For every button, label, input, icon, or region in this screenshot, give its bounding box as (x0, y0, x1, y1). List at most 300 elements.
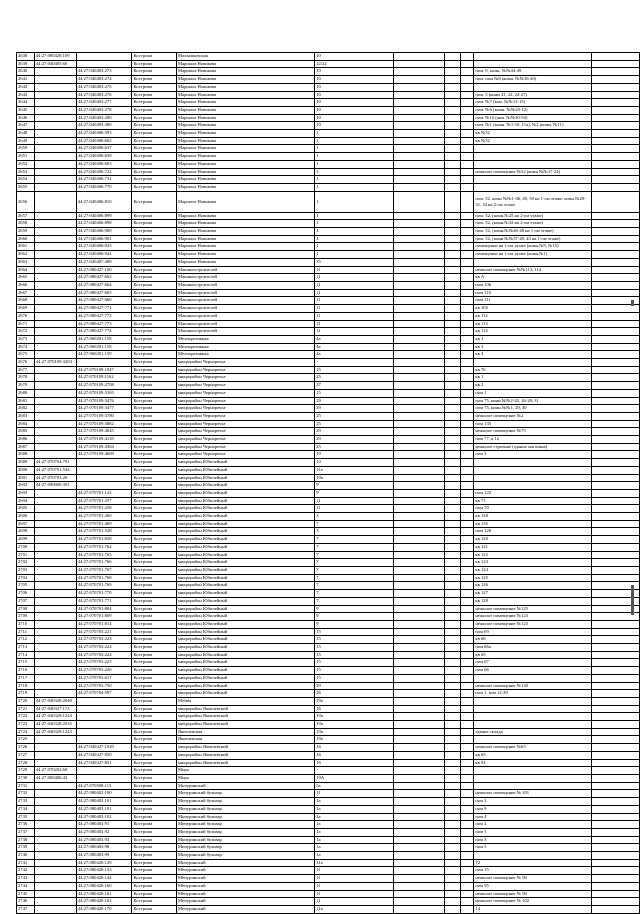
cell-col-7 (444, 266, 460, 274)
cell-cadastral-number: 44:27:070701:804 (76, 605, 132, 613)
cell-cadastral-number: 44:27:070701:258 (76, 505, 132, 513)
cell-premises: пом. №7 (ком. №№13-15) (474, 99, 591, 107)
cell-col-7 (444, 667, 460, 675)
cell-col-8 (460, 405, 474, 413)
cell-blank (591, 289, 639, 297)
cell-cadastral-number: 44:27:040406:943 (76, 243, 132, 251)
cell-col-7 (444, 160, 460, 168)
cell-street: микрорайон Яковлевский (177, 744, 315, 752)
cell-blank (591, 667, 639, 675)
cell-street: Яковлевская (177, 728, 315, 736)
cell-col-7 (444, 212, 460, 220)
cell-cadastral-number: 44:27:080403:99 (76, 852, 132, 860)
table-row (17, 867, 640, 875)
cell-cadastral-number: 44:27:070701:122 (76, 489, 132, 497)
cell-street: микрорайон Яковлевский (177, 713, 315, 721)
cell-col-7 (444, 736, 460, 744)
cell-premises: нежилое строение (здание магазина) (474, 443, 591, 451)
cell-city: Кострома (132, 328, 177, 336)
cell-col-8 (460, 875, 474, 883)
cell-row-number: 2736 (17, 821, 35, 829)
cell-city: Кострома (132, 99, 177, 107)
cell-col-6 (393, 659, 444, 667)
cell-street: микрорайон Юбилейный (177, 605, 315, 613)
cell-row-number: 2703 (17, 567, 35, 575)
cell-house: 35 (315, 258, 394, 266)
cell-parent-cadastral-number (34, 312, 76, 320)
cell-col-8 (460, 343, 474, 351)
cell-col-8 (460, 767, 474, 775)
cell-cadastral-number: 44:27:040403:276 (76, 91, 132, 99)
cell-premises: пом 111 (474, 297, 591, 305)
cell-row-number: 2743 (17, 875, 35, 883)
cell-street: Маршала Новикова (177, 258, 315, 266)
cell-house: 1 (315, 251, 394, 259)
cell-col-7 (444, 76, 460, 84)
table-row (17, 382, 640, 390)
cell-premises: пом 75, комн.№№1, 29, 30 (474, 405, 591, 413)
cell-row-number: 2732 (17, 790, 35, 798)
cell-cadastral-number: 44:27:040406:663 (76, 160, 132, 168)
cell-row-number: 2731 (17, 782, 35, 790)
cell-city: Кострома (132, 821, 177, 829)
cell-house: 7 (315, 559, 394, 567)
cell-city: Кострома (132, 721, 177, 729)
cell-street: Машиностроителей (177, 320, 315, 328)
cell-city: Кострома (132, 312, 177, 320)
cell-row-number: 2665 (17, 274, 35, 282)
cell-blank (591, 898, 639, 906)
cell-blank (591, 674, 639, 682)
cell-cadastral-number: 44:27:060201:158 (76, 335, 132, 343)
cell-cadastral-number: 44:27:070701:809 (76, 613, 132, 621)
cell-col-7 (444, 274, 460, 282)
table-row (17, 420, 640, 428)
cell-col-8 (460, 620, 474, 628)
cell-house: 11 (315, 505, 394, 513)
cell-col-6 (393, 798, 444, 806)
cell-cadastral-number: 44:27:080420:161 (76, 890, 132, 898)
cell-col-7 (444, 582, 460, 590)
cell-blank (591, 153, 639, 161)
cell-parent-cadastral-number (34, 559, 76, 567)
table-row (17, 474, 640, 482)
cell-house: 7 (315, 582, 394, 590)
cell-col-8 (460, 859, 474, 867)
cell-blank (591, 176, 639, 184)
cell-row-number: 2728 (17, 759, 35, 767)
cell-city: Кострома (132, 305, 177, 313)
cell-city: Кострома (132, 852, 177, 860)
cell-col-8 (460, 682, 474, 690)
cell-house: 25 (315, 443, 394, 451)
cell-parent-cadastral-number (34, 690, 76, 698)
cell-city: Кострома (132, 828, 177, 836)
cell-city: Кострома (132, 459, 177, 467)
cell-parent-cadastral-number (34, 844, 76, 852)
cell-house: 29 (315, 428, 394, 436)
cell-premises: пом 135 (474, 420, 591, 428)
table-row (17, 890, 640, 898)
cell-col-7 (444, 551, 460, 559)
cell-street: Машиностроителей (177, 274, 315, 282)
cell-street: Маршала Новикова (177, 243, 315, 251)
table-row (17, 636, 640, 644)
cell-street: Маршала Новикова (177, 228, 315, 236)
cell-city: Кострома (132, 620, 177, 628)
cell-row-number: 2709 (17, 613, 35, 621)
cell-col-8 (460, 320, 474, 328)
cell-house: 19а (315, 697, 394, 705)
cell-city: Кострома (132, 168, 177, 176)
cell-street: микрорайон Юбилейный (177, 505, 315, 513)
cell-row-number: 2713 (17, 644, 35, 652)
cell-cadastral-number: 44:27:070508:113 (76, 782, 132, 790)
cell-col-7 (444, 628, 460, 636)
cell-row-number: 2716 (17, 667, 35, 675)
cell-street: Мичуринский бульвар (177, 805, 315, 813)
cell-row-number: 2659 (17, 228, 35, 236)
cell-blank (591, 497, 639, 505)
cell-row-number: 2734 (17, 805, 35, 813)
cell-premises: кв 124 (474, 567, 591, 575)
cell-parent-cadastral-number (34, 99, 76, 107)
cell-col-7 (444, 905, 460, 913)
cell-col-6 (393, 366, 444, 374)
cell-premises: пом 4 (474, 813, 591, 821)
cell-house: 10 (315, 106, 394, 114)
cell-col-7 (444, 91, 460, 99)
table-row (17, 274, 640, 282)
cell-blank (591, 99, 639, 107)
cell-col-6 (393, 890, 444, 898)
cell-house: 10 (315, 83, 394, 91)
cell-cadastral-number: 44:27:080403:102 (76, 813, 132, 821)
cell-city: Кострома (132, 790, 177, 798)
cell-city: Кострома (132, 659, 177, 667)
cell-cadastral-number: 44:27:040406:770 (76, 183, 132, 191)
cell-premises: кв 1 (474, 374, 591, 382)
cell-col-7 (444, 53, 460, 61)
cell-city: Кострома (132, 266, 177, 274)
cell-house: 16 (315, 705, 394, 713)
cell-row-number: 2741 (17, 859, 35, 867)
table-row (17, 828, 640, 836)
cell-city: Кострома (132, 76, 177, 84)
cell-col-7 (444, 636, 460, 644)
cell-col-6 (393, 682, 444, 690)
cell-parent-cadastral-number (34, 543, 76, 551)
cell-row-number: 2674 (17, 343, 35, 351)
cell-row-number: 2658 (17, 220, 35, 228)
cell-city: Кострома (132, 867, 177, 875)
cell-blank (591, 137, 639, 145)
cell-col-7 (444, 137, 460, 145)
cell-city: Кострома (132, 53, 177, 61)
cell-col-6 (393, 790, 444, 798)
cell-blank (591, 397, 639, 405)
cell-col-8 (460, 397, 474, 405)
cell-street: микрорайон Черноречье (177, 366, 315, 374)
cell-col-8 (460, 312, 474, 320)
cell-house: 9 (315, 605, 394, 613)
table-row (17, 243, 640, 251)
table-row (17, 183, 640, 191)
cell-house: 1а (315, 821, 394, 829)
cell-row-number: 2651 (17, 153, 35, 161)
cell-col-8 (460, 821, 474, 829)
cell-cadastral-number: 44:27:080427:100 (76, 266, 132, 274)
cell-col-6 (393, 574, 444, 582)
cell-blank (591, 836, 639, 844)
cell-cadastral-number: 44:27:080402:100 (76, 790, 132, 798)
cell-cadastral-number (76, 474, 132, 482)
cell-blank (591, 551, 639, 559)
cell-cadastral-number (76, 359, 132, 367)
cell-col-8 (460, 114, 474, 122)
cell-row-number: 2690 (17, 466, 35, 474)
cell-city: Кострома (132, 774, 177, 782)
cell-premises (474, 53, 591, 61)
table-row (17, 266, 640, 274)
cell-col-7 (444, 374, 460, 382)
cell-premises: нежилое помещение №123 (474, 613, 591, 621)
cell-col-7 (444, 867, 460, 875)
cell-street: микрорайон Юбилейный (177, 466, 315, 474)
cell-street: Мичуринский (177, 875, 315, 883)
cell-col-8 (460, 436, 474, 444)
cell-cadastral-number: 44:27:060201:159 (76, 351, 132, 359)
cell-street: Мелиоративная (177, 351, 315, 359)
cell-city: Кострома (132, 551, 177, 559)
cell-blank (591, 420, 639, 428)
cell-cadastral-number: 44:27:070109:4045 (76, 428, 132, 436)
cell-premises (474, 721, 591, 729)
cell-col-8 (460, 528, 474, 536)
cell-col-6 (393, 543, 444, 551)
cell-city: Кострома (132, 882, 177, 890)
cell-cadastral-number: 44:27:070703:224 (76, 651, 132, 659)
cell-col-7 (444, 243, 460, 251)
cell-col-6 (393, 68, 444, 76)
cell-col-8 (460, 474, 474, 482)
cell-street: Мичуринский бульвар (177, 844, 315, 852)
cell-city: Кострома (132, 497, 177, 505)
cell-col-6 (393, 875, 444, 883)
cell-city: Кострома (132, 605, 177, 613)
cell-cadastral-number: 44:27:070704:597 (76, 690, 132, 698)
cell-col-6 (393, 351, 444, 359)
cell-street: Мичуринский бульвар (177, 828, 315, 836)
cell-cadastral-number (76, 721, 132, 729)
cell-col-8 (460, 513, 474, 521)
cell-col-8 (460, 613, 474, 621)
cell-blank (591, 68, 639, 76)
cell-street: микрорайон Юбилейный (177, 482, 315, 490)
cell-cadastral-number (76, 728, 132, 736)
cell-premises (474, 852, 591, 860)
cell-city: Кострома (132, 374, 177, 382)
cell-col-7 (444, 382, 460, 390)
cell-col-6 (393, 474, 444, 482)
cell-premises: нежилое помещение №130 (474, 682, 591, 690)
cell-house: 16 (315, 759, 394, 767)
cell-col-8 (460, 251, 474, 259)
cell-row-number: 2744 (17, 882, 35, 890)
cell-city: Кострома (132, 644, 177, 652)
cell-col-7 (444, 828, 460, 836)
cell-parent-cadastral-number: 44:27:040327:173 (34, 705, 76, 713)
cell-row-number: 2678 (17, 374, 35, 382)
cell-col-6 (393, 728, 444, 736)
cell-city: Кострома (132, 713, 177, 721)
cell-street: микрорайон Юбилейный (177, 613, 315, 621)
cell-street: Машиностроителей (177, 281, 315, 289)
cell-house: 16 (315, 751, 394, 759)
cell-premises: пом. №10 (ком. №№50-54) (474, 114, 591, 122)
cell-premises (474, 713, 591, 721)
cell-city: Кострома (132, 220, 177, 228)
cell-street: микрорайон Юбилейный (177, 667, 315, 675)
cell-house: 1 (315, 243, 394, 251)
cell-cadastral-number: 44:27:040406:722 (76, 168, 132, 176)
cell-row-number: 2689 (17, 459, 35, 467)
cell-cadastral-number (76, 482, 132, 490)
cell-cadastral-number: 44:27:070701:257 (76, 497, 132, 505)
cell-col-7 (444, 335, 460, 343)
table-row (17, 821, 640, 829)
cell-col-7 (444, 774, 460, 782)
cell-col-6 (393, 821, 444, 829)
cell-parent-cadastral-number: 44:27:040328:1244 (34, 713, 76, 721)
cell-col-8 (460, 389, 474, 397)
table-row (17, 451, 640, 459)
cell-street: Маршала Новикова (177, 220, 315, 228)
cell-col-8 (460, 836, 474, 844)
cell-row-number: 2675 (17, 351, 35, 359)
cell-premises: пом. 9, комн. №№44-49 (474, 68, 591, 76)
cell-cadastral-number: 44:27:080403:101 (76, 805, 132, 813)
cell-row-number: 2730 (17, 774, 35, 782)
cell-cadastral-number: 44:27:070701:764 (76, 543, 132, 551)
cell-street: Маршала Новикова (177, 160, 315, 168)
cell-blank (591, 867, 639, 875)
cell-cadastral-number: 44:27:070701:770 (76, 590, 132, 598)
cell-street: микрорайон Черноречье (177, 397, 315, 405)
cell-street: Мичуринский бульвар (177, 798, 315, 806)
cell-cadastral-number: 44:27:070701:767 (76, 567, 132, 575)
cell-street: микрорайон Юбилейный (177, 682, 315, 690)
cell-col-7 (444, 597, 460, 605)
cell-house: 16 (315, 744, 394, 752)
cell-blank (591, 520, 639, 528)
cell-street: Маршала Новикова (177, 191, 315, 212)
cell-city: Кострома (132, 114, 177, 122)
cell-blank (591, 466, 639, 474)
table-row (17, 774, 640, 782)
cell-row-number: 2700 (17, 543, 35, 551)
cell-house: 11 (315, 790, 394, 798)
cell-city: Кострома (132, 451, 177, 459)
cell-col-6 (393, 813, 444, 821)
table-row (17, 212, 640, 220)
cell-premises (474, 153, 591, 161)
cell-col-7 (444, 798, 460, 806)
cell-col-7 (444, 153, 460, 161)
cell-street: микрорайон Черноречье (177, 359, 315, 367)
cell-col-7 (444, 528, 460, 536)
cell-cadastral-number: 44:27:080403:93 (76, 836, 132, 844)
cell-blank (591, 374, 639, 382)
cell-parent-cadastral-number (34, 114, 76, 122)
cell-cadastral-number: 44:27:040406:810 (76, 191, 132, 212)
cell-col-7 (444, 228, 460, 236)
cell-house: 11а (315, 859, 394, 867)
cell-house: 1а (315, 798, 394, 806)
cell-blank (591, 821, 639, 829)
cell-house: 1 (315, 228, 394, 236)
cell-street: микрорайон Юбилейный (177, 567, 315, 575)
cell-col-7 (444, 821, 460, 829)
cell-col-8 (460, 605, 474, 613)
cell-col-8 (460, 106, 474, 114)
cell-street: микрорайон Черноречье (177, 374, 315, 382)
cell-premises: кв 68 (474, 636, 591, 644)
cell-parent-cadastral-number (34, 613, 76, 621)
cell-house: 1 (315, 160, 394, 168)
cell-col-8 (460, 351, 474, 359)
cell-city: Кострома (132, 153, 177, 161)
cell-col-7 (444, 420, 460, 428)
cell-parent-cadastral-number (34, 682, 76, 690)
cell-col-6 (393, 782, 444, 790)
cell-premises: пом 3 (474, 798, 591, 806)
cell-row-number: 2646 (17, 114, 35, 122)
cell-blank (591, 106, 639, 114)
cell-col-8 (460, 91, 474, 99)
cell-row-number: 2701 (17, 551, 35, 559)
cell-parent-cadastral-number: 44:27:070109:3203 (34, 359, 76, 367)
cell-city: Кострома (132, 590, 177, 598)
cell-cadastral-number: 44:27:040406:637 (76, 145, 132, 153)
cell-col-6 (393, 191, 444, 212)
cell-street: микрорайон Юбилейный (177, 459, 315, 467)
cell-city: Кострома (132, 559, 177, 567)
cell-col-8 (460, 359, 474, 367)
cell-row-number: 2645 (17, 106, 35, 114)
cell-col-7 (444, 790, 460, 798)
cell-street: Маршала Новикова (177, 153, 315, 161)
cell-premises: пом. 52, (комн.№25 на 2-ом этаже) (474, 212, 591, 220)
cell-col-6 (393, 582, 444, 590)
cell-house: 22/22 (315, 60, 394, 68)
table-row (17, 667, 640, 675)
cell-street: Мичуринский (177, 890, 315, 898)
cell-cadastral-number: 44:27:070703:225 (76, 659, 132, 667)
cell-blank (591, 320, 639, 328)
cell-col-7 (444, 482, 460, 490)
cell-cadastral-number: 44:27:040406:944 (76, 251, 132, 259)
cell-col-7 (444, 474, 460, 482)
cell-row-number: 2705 (17, 582, 35, 590)
cell-house: 1а (315, 836, 394, 844)
cell-cadastral-number: 44:27:080402:101 (76, 798, 132, 806)
cell-col-8 (460, 721, 474, 729)
cell-cadastral-number (76, 713, 132, 721)
cell-street: Мира (177, 774, 315, 782)
cell-col-8 (460, 551, 474, 559)
cell-parent-cadastral-number (34, 351, 76, 359)
